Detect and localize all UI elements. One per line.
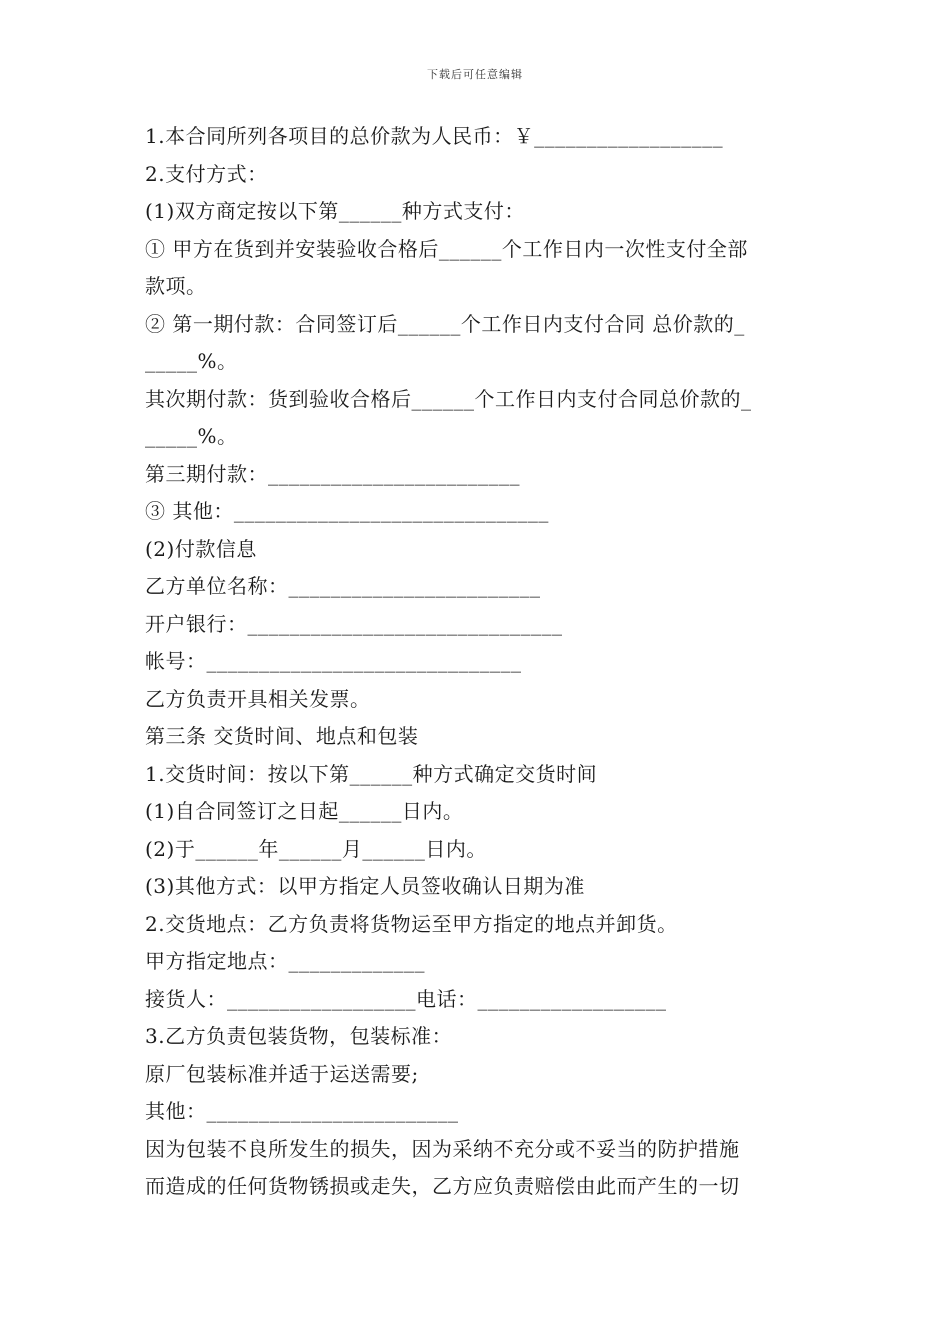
payment-option-1: ① 甲方在货到并安装验收合格后______个工作日内一次性支付全部 bbox=[145, 236, 748, 261]
payment-option-1-cont: 款项。 bbox=[145, 274, 207, 298]
payment-method-heading: 2.支付方式： bbox=[145, 161, 268, 186]
delivery-time-option-2: (2)于______年______月______日内。 bbox=[145, 836, 487, 861]
payment-option-choice: (1)双方商定按以下第______种方式支付： bbox=[145, 199, 525, 223]
delivery-time-line: 1.交货时间：按以下第______种方式确定交货时间 bbox=[145, 761, 598, 786]
bank-line: 开户银行：______________________________ bbox=[145, 611, 563, 636]
party-b-name-line: 乙方单位名称：________________________ bbox=[145, 574, 541, 598]
payment-option-2-first: ② 第一期付款：合同签订后______个工作日内支付合同 总价款的_ bbox=[145, 311, 745, 336]
payment-option-2-second: 其次期付款：货到验收合格后______个工作日内支付合同总价款的_ bbox=[145, 386, 752, 411]
payment-option-3: ③ 其他：______________________________ bbox=[145, 499, 549, 523]
account-line: 帐号：______________________________ bbox=[145, 649, 522, 673]
document-body bbox=[145, 118, 815, 1206]
page-header-note: 下载后可任意编辑 bbox=[427, 68, 523, 81]
article-three-heading: 第三条 交货时间、地点和包装 bbox=[145, 724, 419, 748]
designated-place-line: 甲方指定地点：_____________ bbox=[145, 949, 425, 973]
payment-option-2-third: 第三期付款：________________________ bbox=[145, 461, 520, 486]
invoice-line: 乙方负责开具相关发票。 bbox=[145, 686, 371, 711]
packaging-standard-line: 原厂包装标准并适于运送需要; bbox=[145, 1061, 419, 1086]
liability-line-2: 而造成的任何货物锈损或走失，乙方应负责赔偿由此而产生的一切 bbox=[145, 1174, 740, 1198]
packaging-other-line: 其他：________________________ bbox=[145, 1099, 459, 1123]
delivery-place-line: 2.交货地点：乙方负责将货物运至甲方指定的地点并卸货。 bbox=[145, 911, 678, 936]
liability-line-1: 因为包装不良所发生的损失，因为采纳不充分或不妥当的防护措施 bbox=[145, 1136, 740, 1161]
total-price-line: 1.本合同所列各项目的总价款为人民币：￥__________________ bbox=[145, 124, 724, 148]
delivery-time-option-1: (1)自合同签订之日起______日内。 bbox=[145, 799, 464, 823]
packaging-line: 3.乙方负责包装货物，包装标准： bbox=[145, 1024, 453, 1048]
receiver-phone-line: 接货人：__________________电话：__________________ bbox=[145, 986, 667, 1011]
payment-info-heading: (2)付款信息 bbox=[145, 536, 257, 561]
delivery-time-option-3: (3)其他方式：以甲方指定人员签收确认日期为准 bbox=[145, 874, 585, 898]
payment-option-2-first-cont: _____%。 bbox=[145, 349, 238, 373]
payment-option-2-second-cont: _____%。 bbox=[145, 424, 238, 448]
